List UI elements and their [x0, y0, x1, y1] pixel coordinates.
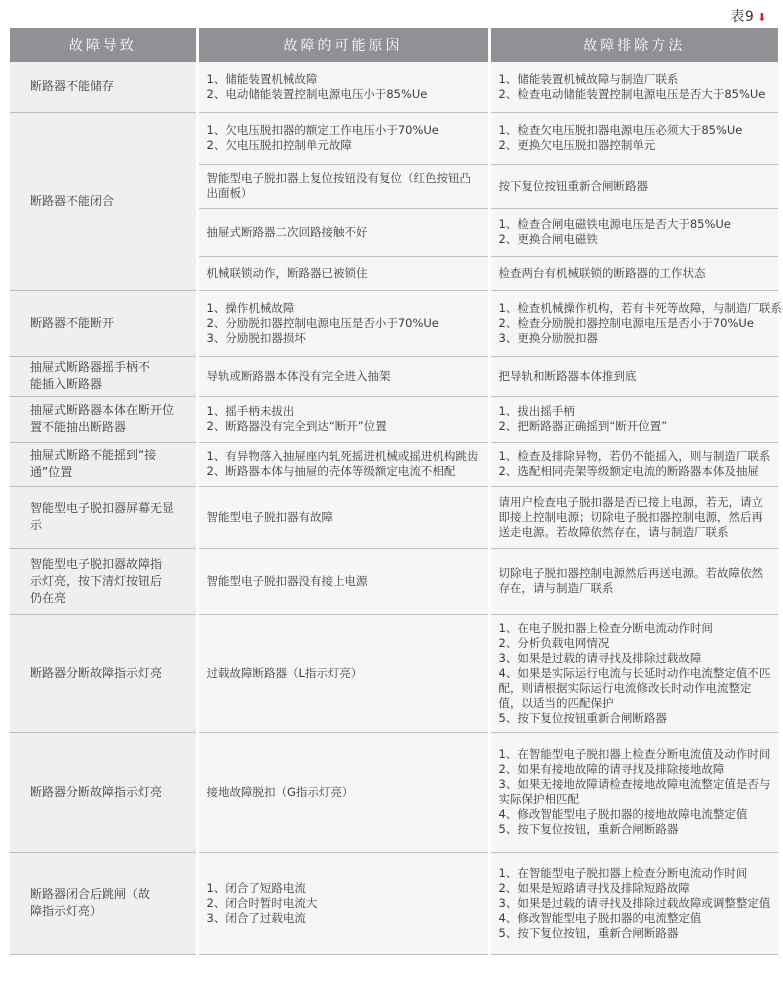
solution-line: 2、如果是短路请寻找及排除短路故障: [498, 880, 690, 895]
solution-cell: [489, 208, 778, 256]
solution-line: 5、按下复位按钮，重新合闸断路器: [498, 925, 679, 940]
solution-cell: [489, 62, 778, 112]
cause-cell: [197, 62, 489, 112]
fault-cell: [10, 112, 197, 290]
header-solution: 故障排除方法: [489, 28, 778, 62]
table-row: [10, 396, 778, 442]
cause-cell: [197, 208, 489, 256]
solution-line: 2、更换欠电压脱扣器控制单元: [498, 138, 656, 152]
solution-line: 请用户检查电子脱扣器是否已接上电源，若无，请立即接上控制电源；切除电子脱扣器控制电源，然后再送走电源。若故障依然存在，请与制造厂联系: [498, 494, 763, 539]
solution-cell: [489, 486, 778, 548]
fault-text: 断路器不能闭合: [30, 193, 115, 208]
solution-line: 2、选配相同壳架等级额定电流的断路器本体及抽屉: [498, 464, 759, 478]
cause-line: 抽屉式断路器二次回路接触不好: [206, 224, 368, 239]
cause-line: 机械联锁动作，断路器已被锁住: [206, 265, 368, 280]
solution-cell: [489, 852, 778, 954]
cause-cell: [197, 442, 489, 486]
solution-cell: [489, 164, 778, 208]
solution-line: 2、更换合闸电磁铁: [498, 232, 598, 246]
cause-line: 2、断路器本体与抽屉的壳体等级额定电流不相配: [206, 464, 456, 478]
cause-line: 3、分励脱扣器损坏: [206, 330, 306, 345]
fault-text: 智能型电子脱扣器屏幕无显示: [30, 501, 175, 532]
solution-line: 1、储能装置机械故障与制造厂联系: [498, 71, 679, 86]
cause-line: 1、储能装置机械故障: [206, 71, 318, 86]
fault-cell: [10, 62, 197, 112]
solution-line: 4、如果是实际运行电流与长延时动作电流整定值不匹配，则请根据实际运行电流修改长时动作电流整定值，以适当的匹配保护: [498, 665, 771, 710]
fault-cell: [10, 486, 197, 548]
solution-line: 2、分析负载电网情况: [498, 635, 610, 650]
solution-cell: [489, 356, 778, 396]
cause-line: 2、闭合时暂时电流大: [206, 895, 318, 910]
solution-line: 2、把断路器正确摇到“断开位置”: [498, 419, 668, 433]
fault-text: 断路器分断故障指示灯亮: [30, 665, 163, 680]
solution-line: 3、如果是过载的请寻找及排除过载故障或调整整定值: [498, 895, 771, 910]
fault-cell: [10, 548, 197, 614]
table-body: [10, 62, 782, 954]
solution-line: 1、检查合闸电磁铁电源电压是否大于85%Ue: [498, 217, 731, 231]
fault-cell: [10, 732, 197, 852]
table-row: [10, 112, 778, 164]
solution-line: 4、修改智能型电子脱扣器的电流整定值: [498, 910, 702, 925]
cause-line: 智能型电子脱扣器上复位按钮没有复位（红色按钮凸出面板）: [206, 171, 471, 200]
cause-line: 1、摇手柄未拔出: [206, 404, 295, 418]
header-row: [10, 28, 778, 62]
solution-line: 3、如果无接地故障请检查接地故障电流整定值是否与实际保护相匹配: [498, 777, 771, 806]
cause-cell: [197, 486, 489, 548]
fault-text: 抽屉式断路器本体在断开位置不能抽出断路器: [30, 403, 175, 434]
solution-line: 按下复位按钮重新合闸断路器: [498, 178, 648, 193]
cause-line: 3、闭合了过载电流: [206, 910, 306, 925]
fault-cell: [10, 396, 197, 442]
table-label: [730, 6, 767, 26]
cause-cell: [197, 290, 489, 356]
fault-table: [10, 28, 782, 955]
cause-cell: [197, 548, 489, 614]
solution-line: 4、修改智能型电子脱扣器的接地故障电流整定值: [498, 807, 748, 821]
cause-line: 1、操作机械故障: [206, 300, 295, 315]
cause-line: 智能型电子脱扣器没有接上电源: [206, 573, 368, 588]
solution-cell: [489, 548, 778, 614]
fault-text: 断路器闭合后跳闸（故障指示灯亮）: [30, 887, 151, 918]
cause-line: 智能型电子脱扣器有故障: [206, 509, 333, 524]
solution-cell: [489, 732, 778, 852]
fault-text: 断路器分断故障指示灯亮: [30, 784, 163, 799]
table-row: [10, 442, 778, 486]
cause-cell: [197, 614, 489, 732]
fault-cell: [10, 614, 197, 732]
solution-line: 检查两台有机械联锁的断路器的工作状态: [498, 265, 706, 280]
cause-line: 1、有异物落入抽屉座内轧死摇进机械或摇进机构跳齿: [206, 449, 479, 463]
cause-cell: [197, 852, 489, 954]
fault-text: 断路器不能储存: [30, 79, 115, 94]
solution-line: 1、在电子脱扣器上检查分断电流动作时间: [498, 620, 713, 635]
cause-line: 导轨或断路器本体没有完全进入抽架: [206, 368, 391, 383]
header-fault: 故障导致: [10, 28, 197, 62]
solution-cell: [489, 442, 778, 486]
fault-cell: [10, 356, 197, 396]
solution-line: 3、更换分励脱扣器: [498, 330, 598, 345]
solution-line: 1、检查及排除异物，若仍不能摇入，则与制造厂联系: [498, 449, 771, 463]
solution-line: 2、如果有接地故障的请寻找及排除接地故障: [498, 762, 725, 776]
fault-text: 抽屉式断路器摇手柄不能插入断路器: [30, 360, 151, 391]
table-number: 表9: [730, 9, 755, 25]
solution-cell: [489, 256, 778, 290]
cause-line: 过载故障断路器（L指示灯亮）: [206, 665, 363, 680]
table-row: [10, 548, 778, 614]
cause-cell: [197, 732, 489, 852]
solution-line: 切除电子脱扣器控制电源然后再送电源。若故障依然存在，请与制造厂联系: [498, 566, 763, 595]
fault-cell: [10, 852, 197, 954]
fault-text: 抽屉式断路不能摇到“接通”位置: [30, 448, 157, 479]
solution-cell: [489, 396, 778, 442]
header-cause: 故障的可能原因: [197, 28, 489, 62]
table-row: [10, 62, 778, 112]
cause-cell: [197, 356, 489, 396]
solution-line: 1、检查欠电压脱扣器电源电压必须大于85%Ue: [498, 123, 743, 137]
table-row: [10, 486, 778, 548]
solution-line: 1、在智能型电子脱扣器上检查分断电流动作时间: [498, 865, 748, 880]
cause-line: 接地故障脱扣（G指示灯亮）: [206, 784, 354, 799]
solution-line: 3、如果是过载的请寻找及排除过载故障: [498, 650, 702, 665]
fault-text: 智能型电子脱扣器故障指示灯亮，按下清灯按钮后仍在亮: [30, 556, 163, 605]
cause-cell: [197, 112, 489, 164]
solution-cell: [489, 290, 782, 356]
cause-cell: [197, 164, 489, 208]
table-row: [10, 732, 778, 852]
solution-line: 把导轨和断路器本体推到底: [498, 368, 637, 383]
cause-line: 1、闭合了短路电流: [206, 880, 306, 895]
fault-cell: [10, 290, 197, 356]
fault-text: 断路器不能断开: [30, 315, 115, 330]
fault-cell: [10, 442, 197, 486]
cause-line: 1、欠电压脱扣器的额定工作电压小于70%Ue: [206, 123, 439, 137]
cause-cell: [197, 396, 489, 442]
table-row: [10, 290, 778, 356]
cause-line: 2、电动储能装置控制电源电压小于85%Ue: [206, 86, 428, 101]
solution-line: 1、拔出摇手柄: [498, 404, 575, 418]
solution-line: 5、按下复位按钮，重新合闸断路器: [498, 822, 679, 836]
solution-line: 1、检查机械操作机构，若有卡死等故障，与制造厂联系: [498, 300, 782, 315]
solution-cell: [489, 614, 778, 732]
download-icon: ⬇: [757, 11, 767, 24]
cause-line: 2、断路器没有完全到达“断开”位置: [206, 419, 387, 433]
table-row: [10, 852, 778, 954]
solution-line: 2、检查分励脱扣器控制电源电压是否小于70%Ue: [498, 315, 754, 330]
cause-line: 2、分励脱扣器控制电源电压是否小于70%Ue: [206, 315, 439, 330]
solution-line: 5、按下复位按钮重新合闸断路器: [498, 710, 667, 725]
table-row: [10, 356, 778, 396]
cause-cell: [197, 256, 489, 290]
solution-line: 2、检查电动储能装置控制电源电压是否大于85%Ue: [498, 86, 766, 101]
table-row: [10, 614, 778, 732]
solution-line: 1、在智能型电子脱扣器上检查分断电流值及动作时间: [498, 747, 771, 761]
solution-cell: [489, 112, 778, 164]
cause-line: 2、欠电压脱扣控制单元故障: [206, 138, 352, 152]
